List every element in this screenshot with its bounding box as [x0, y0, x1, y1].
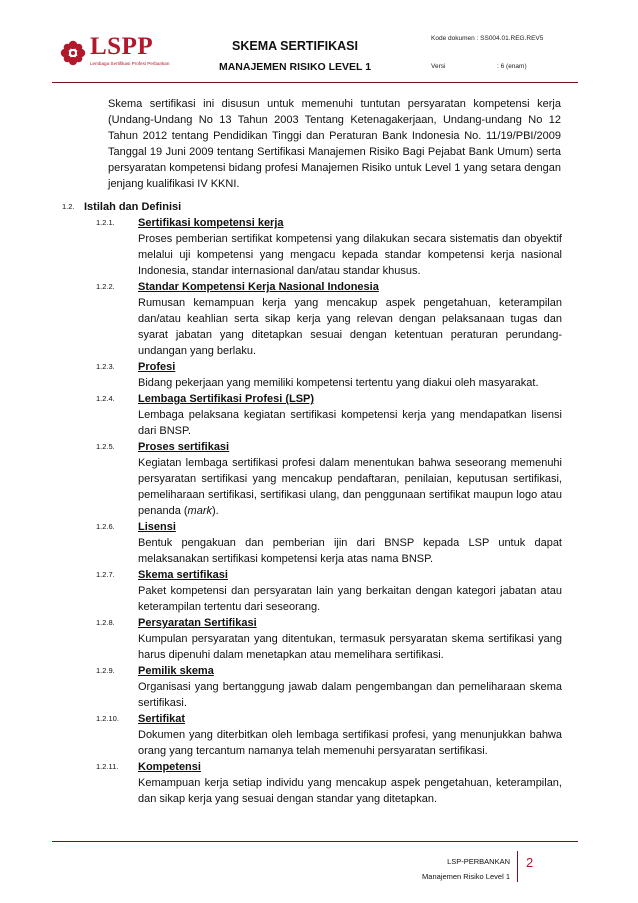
logo-wordmark: LSPP: [90, 33, 154, 60]
definition-text: Organisasi yang bertanggung jawab dalam pengembangan dan pemeliharaan skema sertifikasi.: [138, 681, 562, 709]
definition-number: 1.2.9.: [96, 666, 115, 675]
flower-emblem-icon: [60, 40, 86, 66]
section-title: Istilah dan Definisi: [84, 201, 182, 213]
document-subtitle: MANAJEMEN RISIKO LEVEL 1: [218, 61, 372, 73]
definition-text: Kumpulan persyaratan yang ditentukan, termasuk persyaratan skema sertifikasi yang harus dipenuhi dalam menetapkan atau memelihara sertifikasi.: [138, 633, 562, 661]
definition-number: 1.2.1.: [96, 218, 115, 227]
definitions-section: [62, 199, 562, 807]
footer-scheme-name: Manajemen Risiko Level 1: [422, 872, 510, 881]
definition-item: [62, 359, 562, 391]
definition-item: [62, 519, 562, 567]
definition-text: Kemampuan kerja setiap individu yang mencakup aspek pengetahuan, keterampilan, dan sikap kerja yang sesuai dengan standar yang ditetapkan.: [138, 777, 562, 805]
definition-term: Standar Kompetensi Kerja Nasional Indonesia: [138, 281, 379, 293]
intro-paragraph: Skema sertifikasi ini disusun untuk memenuhi tuntutan persyaratan kompetensi kerja (Undang-Undang No 13 Tahun 2003 Tentang Ketenagakerjaan, Undang-undang No 12 Tahun 2012 tentang Pendidikan Tinggi dan Peraturan Bank Indonesia No. 11/19/PBI/2009 Tanggal 19 Juni 2009 tentang Sertifikasi Manajemen Risiko Bagi Pejabat Bank Umum) serta persyaratan kompetensi bidang profesi Manajemen Risiko untuk Level 1 yang setara dengan jenjang kualifikasi IV KKNI.: [108, 98, 561, 190]
definition-text: [138, 455, 562, 519]
section-heading: [62, 199, 562, 215]
definition-number: 1.2.2.: [96, 282, 115, 291]
page-number-box: [517, 851, 553, 882]
definition-term: Lisensi: [138, 521, 176, 533]
definition-term: Profesi: [138, 361, 176, 373]
definition-number: 1.2.4.: [96, 394, 115, 403]
definition-number: 1.2.10.: [96, 714, 119, 723]
definition-item: [62, 215, 562, 279]
definition-text: Proses pemberian sertifikat kompetensi yang dilakukan secara sistematis dan obyektif melalui uji kompetensi yang mengacu kepada standar kompetensi kerja nasional Indonesia, standar internasional dan/atau standar khusus.: [138, 233, 562, 277]
definition-item: [62, 567, 562, 615]
definition-number: 1.2.11.: [96, 762, 119, 771]
lspp-logo: [60, 34, 180, 74]
definition-text: Lembaga pelaksana kegiatan sertifikasi kompetensi kerja yang mendapatkan lisensi dari BNSP.: [138, 409, 562, 437]
definition-term: Sertifikat: [138, 713, 186, 725]
definition-term: Persyaratan Sertifikasi: [138, 617, 257, 629]
definition-number: 1.2.7.: [96, 570, 115, 579]
definition-item: [62, 711, 562, 759]
definition-item: [62, 663, 562, 711]
definition-item: [62, 615, 562, 663]
definition-term: Kompetensi: [138, 761, 201, 773]
definition-term: Proses sertifikasi: [138, 441, 230, 453]
definition-text: Dokumen yang diterbitkan oleh lembaga sertifikasi profesi, yang menunjukkan bahwa orang yang tercantum namanya telah memenuhi persyaratan sertifikasi.: [138, 729, 562, 757]
definition-number: 1.2.8.: [96, 618, 115, 627]
definition-text: Bentuk pengakuan dan pemberian ijin dari BNSP kepada LSP untuk dapat melaksanakan sertifikasi kompetensi kerja atas nama BNSP.: [138, 537, 562, 565]
section-number: 1.2.: [62, 202, 75, 211]
definition-number: 1.2.5.: [96, 442, 115, 451]
definition-text: Rumusan kemampuan kerja yang mencakup aspek pengetahuan, keterampilan dan/atau keahlian serta sikap kerja yang relevan dengan pelaksanaan tugas dan syarat jabatan yang ditetapkan sesuai dengan ketentuan peraturan perundang-undangan yang berlaku.: [138, 297, 562, 357]
definition-text: Bidang pekerjaan yang memiliki kompetensi tertentu yang diakui oleh masyarakat.: [138, 377, 539, 389]
footer-organization: LSP-PERBANKAN: [447, 857, 510, 866]
definition-text-end: ).: [212, 505, 219, 517]
definition-term: Skema sertifikasi: [138, 569, 228, 581]
version-value: : 6 (enam): [497, 63, 527, 70]
logo-tagline: Lembaga Sertifikasi Profesi Perbankan: [90, 61, 170, 66]
page-number: 2: [526, 855, 534, 870]
definition-text: Paket kompetensi dan persyaratan lain yang berkaitan dengan kategori jabatan atau keterampilan tertentu dari seseorang.: [138, 585, 562, 613]
definition-term: Pemilik skema: [138, 665, 214, 677]
definition-number: 1.2.3.: [96, 362, 115, 371]
definition-term: Sertifikasi kompetensi kerja: [138, 217, 284, 229]
definition-item: [62, 439, 562, 519]
header-divider: [52, 82, 578, 83]
definition-term: Lembaga Sertifikasi Profesi (LSP): [138, 393, 315, 405]
version-label: Versi: [431, 63, 446, 70]
definition-number: 1.2.6.: [96, 522, 115, 531]
document-title: SKEMA SERTIFIKASI: [232, 39, 358, 53]
definition-item: [62, 279, 562, 359]
definition-text-emphasis: mark: [187, 505, 212, 517]
definition-text-main: Kegiatan lembaga sertifikasi profesi dalam menentukan bahwa seseorang memenuhi persyaratan sertifikasi yang mencakup pendaftaran, penilaian, keputusan sertifikasi, pemeliharaan sertifikasi, sertifikasi ulang, dan penggunaan sertifikat maupun logo atau penanda (: [138, 457, 562, 517]
definition-item: [62, 391, 562, 439]
footer-divider: [52, 841, 578, 842]
document-code: Kode dokumen : SS004.01.REG.REV5: [431, 35, 544, 42]
definition-item: [62, 759, 562, 807]
document-header: [60, 28, 578, 80]
